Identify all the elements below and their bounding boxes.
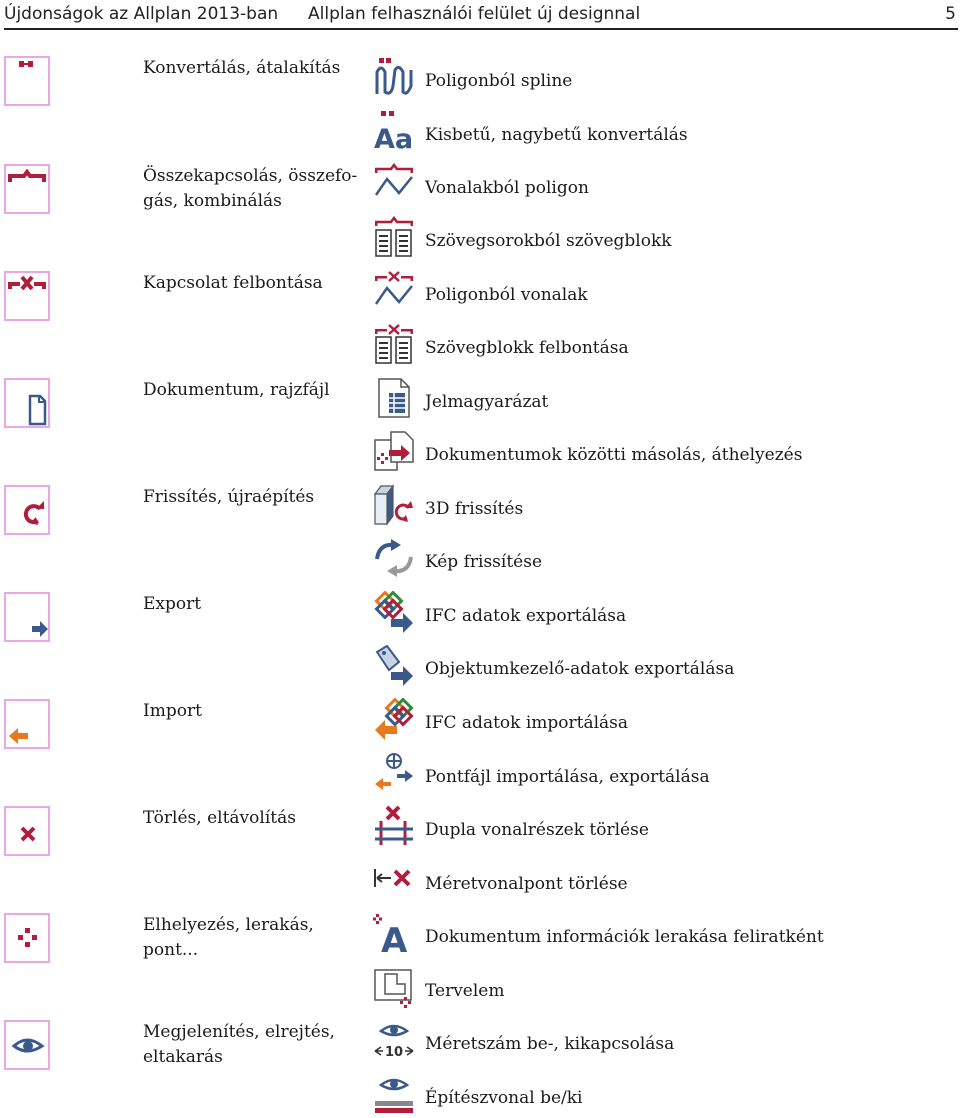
delete-x-icon: [4, 806, 50, 856]
command-row: [373, 377, 953, 421]
command-row: [373, 1019, 953, 1063]
category-place: [0, 913, 360, 973]
category-label: Kapcsolat felbontása: [143, 273, 323, 293]
command-row: [373, 859, 953, 903]
category-visibility: [0, 1020, 360, 1080]
ifc-export-icon: [373, 591, 415, 633]
category-label: Összekapcsolás, összefo-gás, kombinálás: [143, 166, 358, 211]
command-label: Dokumentum információk lerakása feliratként: [425, 927, 824, 947]
category-label: Dokumentum, rajzfájl: [143, 380, 330, 400]
category-label: Törlés, eltávolítás: [143, 808, 296, 828]
copy-move-documents-icon: [373, 430, 415, 472]
eye-icon: [4, 1020, 50, 1070]
category-label: Import: [143, 701, 202, 721]
command-label: Poligonból spline: [425, 71, 573, 91]
case-convert-icon: [373, 110, 415, 152]
command-label: Méretszám be-, kikapcsolása: [425, 1034, 675, 1054]
category-refresh: [0, 485, 360, 545]
command-label: Dupla vonalrészek törlése: [425, 820, 649, 840]
ifc-import-icon: [373, 698, 415, 740]
delete-dimension-point-icon: [373, 859, 415, 901]
category-import: [0, 699, 360, 759]
command-row: [373, 484, 953, 528]
command-row: [373, 1073, 953, 1117]
command-row: [373, 537, 953, 581]
document-info-label-icon: [373, 912, 415, 954]
command-label: IFC adatok exportálása: [425, 606, 627, 626]
command-row: [373, 912, 953, 956]
combine-icon: [4, 164, 50, 214]
category-delete: [0, 806, 360, 866]
command-row: [373, 644, 953, 688]
command-label: Vonalakból poligon: [425, 178, 589, 198]
page-number: 5: [945, 4, 956, 24]
command-label: Poligonból vonalak: [425, 285, 588, 305]
command-label: Objektumkezelő-adatok exportálása: [425, 659, 735, 679]
document-icon: [4, 378, 50, 428]
command-row: [373, 323, 953, 367]
svg-text:A: A: [381, 921, 408, 954]
command-row: [373, 216, 953, 260]
header-chapter-title: Újdonságok az Allplan 2013-ban: [4, 4, 279, 24]
polygon-to-lines-icon: [373, 270, 415, 312]
category-document: [0, 378, 360, 438]
command-label: Szövegblokk felbontása: [425, 338, 629, 358]
command-row: [373, 56, 953, 100]
command-row: [373, 591, 953, 635]
layout-element-icon: [373, 966, 415, 1008]
point-file-import-export-icon: [373, 752, 415, 794]
import-arrow-icon: [4, 699, 50, 749]
command-row: [373, 163, 953, 207]
command-label: Kisbetű, nagybetű konvertálás: [425, 125, 688, 145]
polygon-spline-icon: [373, 56, 415, 98]
header-section-title: Allplan felhasználói felület új designnal: [308, 4, 641, 24]
category-label: Frissítés, újraépítés: [143, 487, 315, 507]
command-label: Építészvonal be/ki: [425, 1088, 583, 1108]
command-label: Jelmagyarázat: [425, 392, 549, 412]
object-manager-export-icon: [373, 644, 415, 686]
category-combine: [0, 164, 360, 224]
category-label: Elhelyezés, lerakás, pont...: [143, 915, 314, 960]
export-arrow-icon: [4, 592, 50, 642]
category-convert: [0, 56, 360, 116]
command-label: IFC adatok importálása: [425, 713, 629, 733]
category-export: [0, 592, 360, 652]
category-label: Konvertálás, átalakítás: [143, 58, 341, 78]
svg-text:Aa: Aa: [374, 124, 414, 152]
text-block-split-icon: [373, 323, 415, 365]
command-label: Dokumentumok közötti másolás, áthelyezés: [425, 445, 803, 465]
lines-to-polygon-icon: [373, 163, 415, 205]
command-row: [373, 966, 953, 1010]
refresh-image-icon: [373, 537, 415, 579]
dimension-number-toggle-icon: [373, 1019, 415, 1061]
convert-icon: [4, 56, 50, 106]
command-label: Méretvonalpont törlése: [425, 874, 628, 894]
command-row: [373, 270, 953, 314]
refresh-3d-icon: [373, 484, 415, 526]
text-lines-to-block-icon: [373, 216, 415, 258]
command-row: [373, 430, 953, 474]
command-label: Kép frissítése: [425, 552, 543, 572]
page-header: [4, 0, 958, 30]
architectural-line-toggle-icon: [373, 1073, 415, 1115]
command-label: 3D frissítés: [425, 499, 524, 519]
category-disconnect: [0, 271, 360, 331]
command-label: Tervelem: [425, 981, 505, 1001]
command-row: [373, 752, 953, 796]
place-point-icon: [4, 913, 50, 963]
legend-icon: [373, 377, 415, 419]
category-label: Export: [143, 594, 202, 614]
command-row: [373, 110, 953, 154]
command-label: Szövegsorokból szövegblokk: [425, 231, 672, 251]
refresh-icon: [4, 485, 50, 535]
command-label: Pontfájl importálása, exportálása: [425, 767, 710, 787]
disconnect-icon: [4, 271, 50, 321]
delete-double-lines-icon: [373, 805, 415, 847]
category-label: Megjelenítés, elrejtés, eltakarás: [143, 1022, 335, 1067]
svg-text:10: 10: [385, 1045, 404, 1060]
command-row: [373, 698, 953, 742]
command-row: [373, 805, 953, 849]
